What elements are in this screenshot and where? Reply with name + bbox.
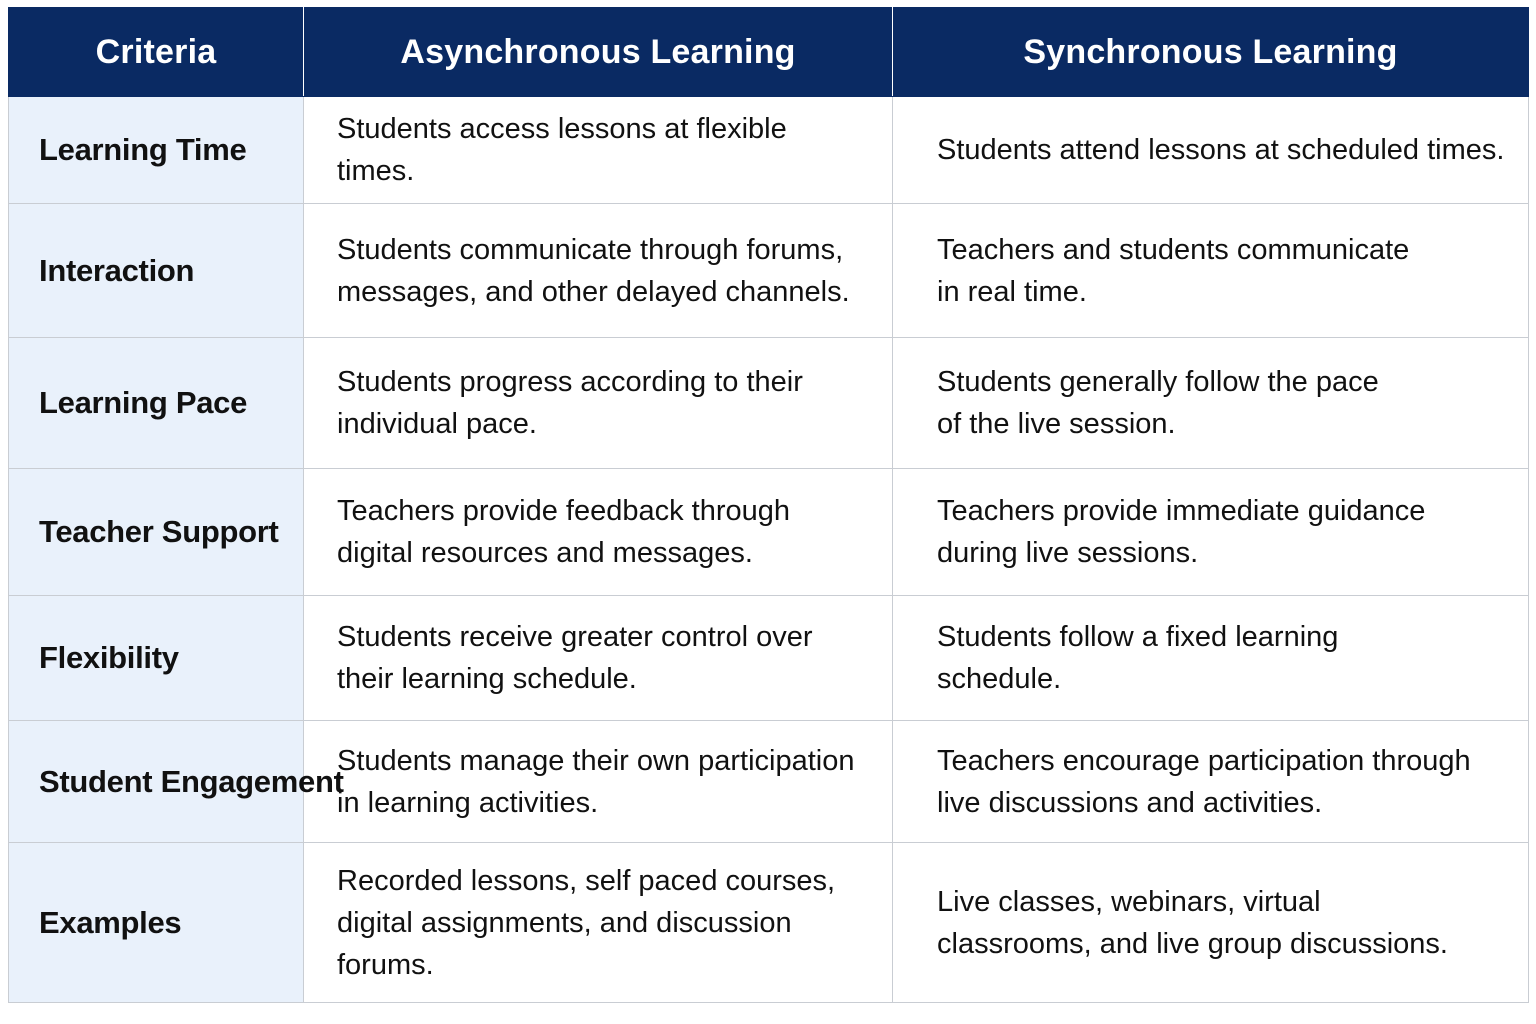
table-row bbox=[9, 469, 1529, 596]
cell-line: Students follow a fixed learning bbox=[937, 621, 1339, 653]
cell-line: Students manage their own participation bbox=[337, 744, 855, 777]
cell-line: messages, and other delayed channels. bbox=[337, 275, 850, 308]
table-row bbox=[9, 596, 1529, 721]
cell-line: individual pace. bbox=[337, 408, 537, 440]
cell-line: in learning activities. bbox=[337, 786, 599, 819]
table-row bbox=[9, 338, 1529, 469]
cell-line: digital assignments, and discussion bbox=[337, 906, 792, 939]
cell-line: in real time. bbox=[937, 275, 1087, 308]
async-cell bbox=[304, 843, 893, 1003]
sync-cell bbox=[893, 596, 1529, 721]
table-row bbox=[9, 204, 1529, 338]
header-criteria: Criteria bbox=[9, 8, 304, 97]
criteria-cell: Learning Pace bbox=[9, 338, 304, 469]
cell-line: live discussions and activities. bbox=[937, 786, 1323, 819]
async-cell bbox=[304, 97, 893, 204]
comparison-table-container bbox=[8, 7, 1528, 1002]
table-row bbox=[9, 843, 1529, 1003]
header-row bbox=[9, 8, 1529, 97]
cell-line: schedule. bbox=[937, 663, 1062, 695]
sync-cell bbox=[893, 338, 1529, 469]
cell-line: Teachers provide feedback through bbox=[337, 495, 791, 527]
criteria-cell: Flexibility bbox=[9, 596, 304, 721]
async-cell bbox=[304, 596, 893, 721]
sync-cell bbox=[893, 469, 1529, 596]
sync-cell bbox=[893, 97, 1529, 204]
cell-line: Recorded lessons, self paced courses, bbox=[337, 864, 836, 897]
cell-line: during live sessions. bbox=[937, 537, 1199, 569]
comparison-table bbox=[8, 7, 1529, 1003]
table-row bbox=[9, 97, 1529, 204]
sync-cell bbox=[893, 721, 1529, 843]
cell-line: Teachers encourage participation through bbox=[937, 744, 1471, 777]
cell-line: Students access lessons at flexible times. bbox=[337, 113, 787, 187]
cell-line: Students attend lessons at scheduled times. bbox=[937, 134, 1505, 166]
async-cell bbox=[304, 721, 893, 843]
async-cell bbox=[304, 469, 893, 596]
cell-line: Live classes, webinars, virtual bbox=[937, 885, 1321, 918]
table-row bbox=[9, 721, 1529, 843]
cell-line: classrooms, and live group discussions. bbox=[937, 927, 1448, 960]
cell-line: Teachers provide immediate guidance bbox=[937, 495, 1426, 527]
cell-line: Students generally follow the pace bbox=[937, 366, 1379, 398]
table-body bbox=[9, 97, 1529, 1003]
cell-line: digital resources and messages. bbox=[337, 537, 753, 569]
cell-line: Students progress according to their bbox=[337, 366, 803, 398]
cell-line: Students receive greater control over bbox=[337, 621, 813, 653]
criteria-cell: Interaction bbox=[9, 204, 304, 338]
cell-line: forums. bbox=[337, 948, 434, 981]
cell-line: Teachers and students communicate bbox=[937, 233, 1410, 266]
criteria-cell: Examples bbox=[9, 843, 304, 1003]
async-cell bbox=[304, 338, 893, 469]
criteria-cell: Teacher Support bbox=[9, 469, 304, 596]
criteria-cell: Learning Time bbox=[9, 97, 304, 204]
sync-cell bbox=[893, 843, 1529, 1003]
table-header bbox=[9, 8, 1529, 97]
cell-line: their learning schedule. bbox=[337, 663, 637, 695]
header-synchronous: Synchronous Learning bbox=[893, 8, 1529, 97]
cell-line: Students communicate through forums, bbox=[337, 233, 844, 266]
cell-line: of the live session. bbox=[937, 408, 1176, 440]
header-asynchronous: Asynchronous Learning bbox=[304, 8, 893, 97]
sync-cell bbox=[893, 204, 1529, 338]
async-cell bbox=[304, 204, 893, 338]
criteria-cell: Student Engagement bbox=[9, 721, 304, 843]
